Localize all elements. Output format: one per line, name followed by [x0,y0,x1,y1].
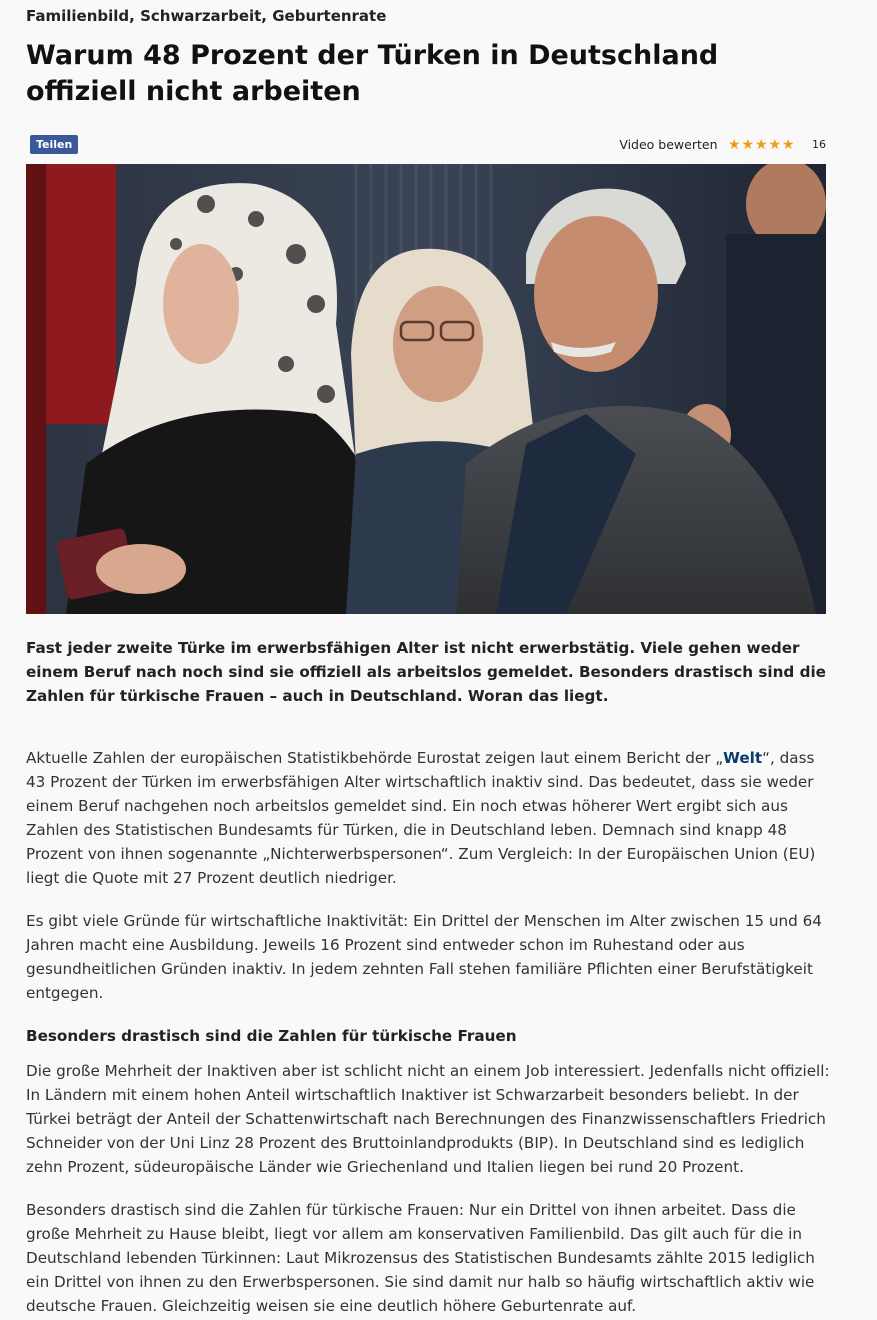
article-paragraph [26,746,830,890]
video-rating [619,135,826,154]
star-icon[interactable]: ★ [727,136,741,153]
star-icon[interactable]: ★ [781,136,795,153]
article-paragraph: Die große Mehrheit der Inaktiven aber ist schlicht nicht an einem Job interessiert. Jedenfalls nicht offiziell: In Ländern mit einem hohen Anteil wirtschaftlich Inaktiver ist Schwarzarbeit besonders beliebt. In der Türkei beträgt der Anteil der Schattenwirtschaft nach Berechnungen des Finanzwissenschaftlers Friedrich Schneider von der Uni Linz 28 Prozent des Bruttoinlandprodukts (BIP). In Deutschland sind es lediglich zehn Prozent, südeuropäische Länder wie Griechenland und Italien liegen bei rund 20 Prozent. [26,1062,830,1176]
photo-illustration [26,164,826,614]
rating-label: Video bewerten [619,137,718,152]
star-icon[interactable]: ★ [754,136,768,153]
star-icon[interactable]: ★ [741,136,755,153]
article-paragraph: Besonders drastisch sind die Zahlen für türkische Frauen: Nur ein Drittel von ihnen arbeitet. Dass die große Mehrheit zu Hause bleibt, liegt vor allem am konservativen Familienbild. Das gilt auch für die in Deutschland lebenden Türkinnen: Laut Mikrozensus des Statistischen Bundesamts zählte 2015 lediglich ein Drittel von ihnen zu den Erwerbspersonen. Sie sind damit nur halb so häufig wirtschaftlich aktiv wie deutsche Frauen. Gleichzeitig weisen sie eine deutlich höhere Geburtenrate auf. [26,1201,815,1315]
star-icon[interactable]: ★ [768,136,782,153]
article-headline: Warum 48 Prozent der Türken in Deutschland offiziell nicht arbeiten [26,40,719,107]
share-button[interactable]: Teilen [30,135,78,154]
article-kicker: Familienbild, Schwarzarbeit, Geburtenrate [26,7,387,25]
article-paragraph: Es gibt viele Gründe für wirtschaftliche Inaktivität: Ein Drittel der Menschen im Alter zwischen 15 und 64 Jahren macht eine Ausbildung. Jeweils 16 Prozent sind entweder schon im Ruhestand oder aus gesundheitlichen Gründen inaktiv. In jedem zehnten Fall stehen familiäre Pflichten einer Berufstätigkeit entgegen. [26,912,822,1002]
article-lead: Fast jeder zweite Türke im erwerbsfähigen Alter ist nicht erwerbstätig. Viele gehen weder einem Beruf nach noch sind sie offiziell als arbeitslos gemeldet. Besonders drastisch sind die Zahlen für türkische Frauen – auch in Deutschland. Woran das liegt. [26,639,826,705]
rating-stars[interactable] [728,138,796,152]
paragraph-text: “, dass 43 Prozent der Türken im erwerbsfähigen Alter wirtschaftlich inaktiv sind. Das bedeutet, dass sie weder einem Beruf nachgehen noch arbeitslos gemeldet sind. Ein noch etwas höherer Wert ergibt sich aus Zahlen des Statistischen Bundesamts für Türken, die in Deutschland leben. Demnach sind knapp 48 Prozent von ihnen sogenannte „Nichterwerbspersonen“. Zum Vergleich: In der Europäischen Union (EU) liegt die Quote mit 27 Prozent deutlich niedriger. [26,749,816,887]
paragraph-text: Aktuelle Zahlen der europäischen Statistikbehörde Eurostat zeigen laut einem Bericht der „ [26,749,724,767]
article-subheading: Besonders drastisch sind die Zahlen für türkische Frauen [26,1027,517,1045]
welt-link[interactable]: Welt [723,749,763,767]
article-photo[interactable] [26,164,826,614]
rating-count: 16 [812,138,826,151]
